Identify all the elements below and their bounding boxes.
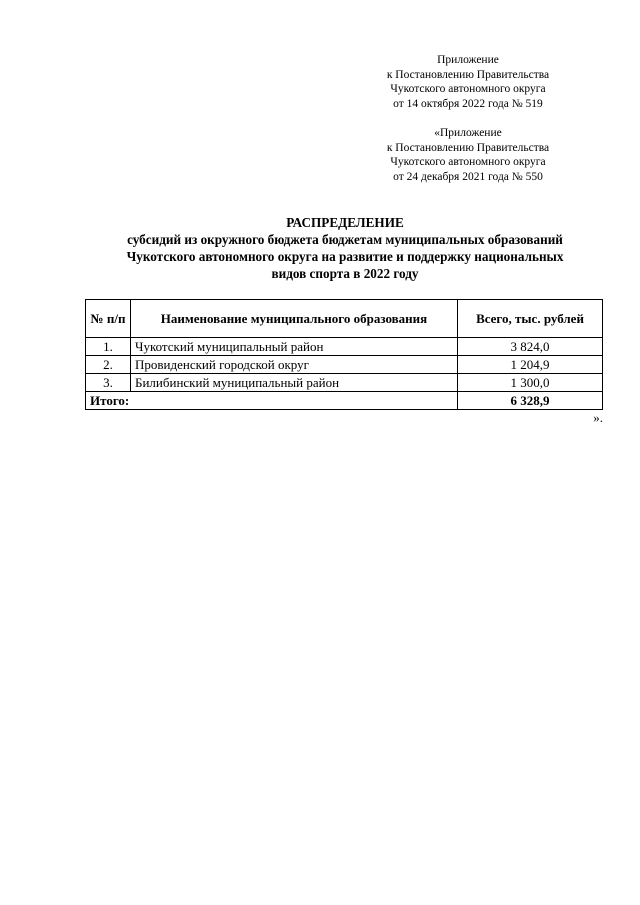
document-title xyxy=(70,214,620,282)
distribution-table xyxy=(85,299,603,410)
total-label: Итого: xyxy=(86,392,458,410)
title-heading: РАСПРЕДЕЛЕНИЕ xyxy=(286,215,404,230)
row-total: 1 300,0 xyxy=(458,374,603,392)
appendix-region: Чукотского автономного округа xyxy=(390,156,546,169)
row-number: 3. xyxy=(86,374,131,392)
table-row xyxy=(86,374,603,392)
total-value: 6 328,9 xyxy=(458,392,603,410)
row-number: 1. xyxy=(86,338,131,356)
column-header-total: Всего, тыс. рублей xyxy=(458,300,603,338)
row-total: 1 204,9 xyxy=(458,356,603,374)
row-number: 2. xyxy=(86,356,131,374)
appendix-header-current xyxy=(363,53,573,111)
table-total-row xyxy=(86,392,603,410)
row-total: 3 824,0 xyxy=(458,338,603,356)
column-header-name: Наименование муниципального образования xyxy=(131,300,458,338)
appendix-date-number: от 14 октября 2022 года № 519 xyxy=(393,97,543,110)
appendix-label: «Приложение xyxy=(434,127,502,139)
title-line: Чукотского автономного округа на развитие и поддержку национальных xyxy=(126,249,564,264)
row-name: Чукотский муниципальный район xyxy=(131,338,458,356)
table-header-row xyxy=(86,300,603,338)
appendix-label: Приложение xyxy=(437,54,499,66)
appendix-date-number: от 24 декабря 2021 года № 550 xyxy=(393,170,543,183)
table-row xyxy=(86,356,603,374)
title-line: субсидий из окружного бюджета бюджетам муниципальных образований xyxy=(127,232,563,247)
row-name: Билибинский муниципальный район xyxy=(131,374,458,392)
column-header-number: № п/п xyxy=(86,300,131,338)
appendix-region: Чукотского автономного округа xyxy=(390,83,546,96)
appendix-header-previous xyxy=(363,126,573,184)
title-line: видов спорта в 2022 году xyxy=(271,266,419,281)
appendix-decree-ref: к Постановлению Правительства xyxy=(386,141,550,154)
closing-quote-mark: ». xyxy=(593,410,603,425)
row-name: Провиденский городской округ xyxy=(131,356,458,374)
table-row xyxy=(86,338,603,356)
appendix-decree-ref: к Постановлению Правительства xyxy=(386,68,550,81)
